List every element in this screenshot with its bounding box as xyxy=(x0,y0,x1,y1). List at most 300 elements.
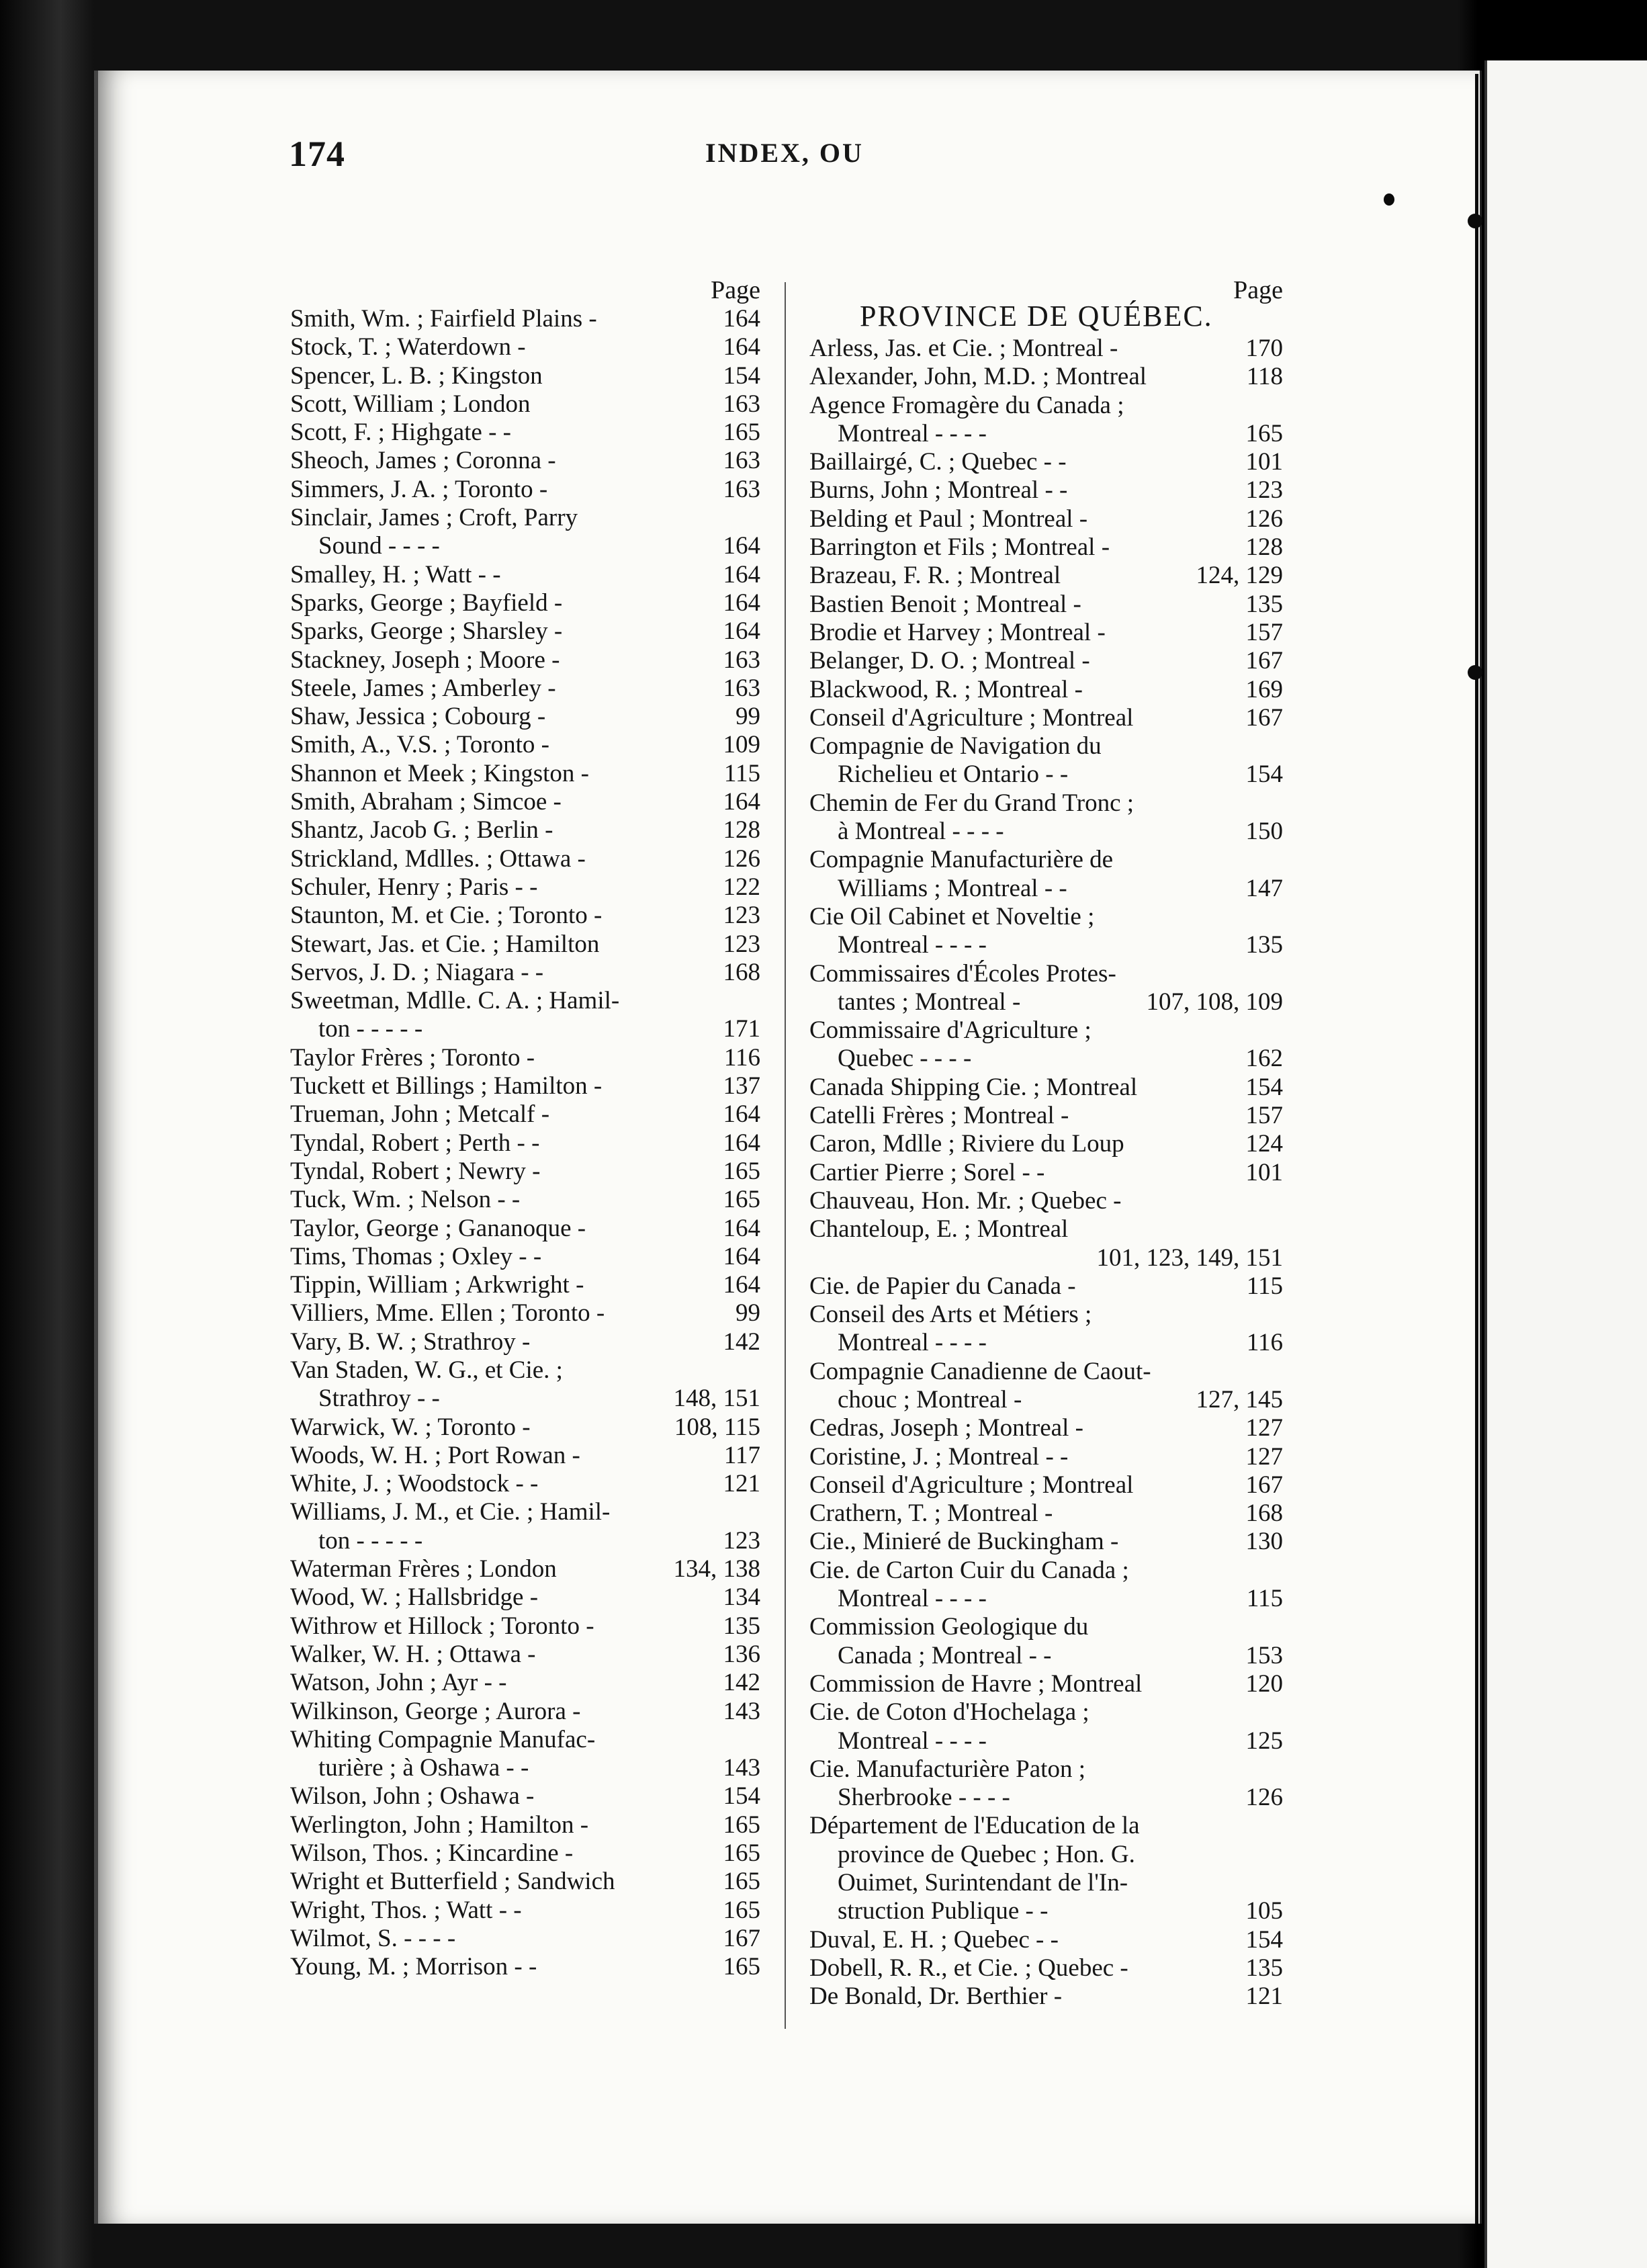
index-entry xyxy=(809,1159,1283,1187)
entry-name: Sparks, George ; Sharsley - xyxy=(290,617,563,646)
index-entry xyxy=(809,1272,1283,1301)
entry-name: Tyndal, Robert ; Perth - - xyxy=(290,1129,540,1157)
index-entry xyxy=(290,1669,760,1697)
entry-page: 165 xyxy=(723,1186,760,1214)
entry-page: 171 xyxy=(723,1015,760,1043)
entry-page: 165 xyxy=(723,1868,760,1896)
entry-page: 164 xyxy=(723,588,760,617)
entry-name: Commission de Havre ; Montreal xyxy=(809,1669,1143,1698)
index-entry xyxy=(290,532,760,560)
entry-page: 164 xyxy=(723,1100,760,1129)
entry-page: 167 xyxy=(1245,647,1283,675)
left-column xyxy=(290,275,760,1982)
entry-page: 142 xyxy=(723,1669,760,1697)
index-entry xyxy=(290,1583,760,1612)
entry-name: De Bonald, Dr. Berthier - xyxy=(809,1982,1063,2011)
entry-page: 128 xyxy=(723,816,760,844)
entry-name: Agence Fromagère du Canada ; xyxy=(809,391,1124,419)
index-entry xyxy=(290,476,760,504)
entry-name: Werlington, John ; Hamilton - xyxy=(290,1811,589,1839)
ink-spot xyxy=(1384,193,1394,206)
index-entry xyxy=(809,903,1283,931)
entry-page: 123 xyxy=(723,1526,760,1555)
index-entry xyxy=(809,1358,1283,1386)
entry-name: Schuler, Henry ; Paris - - xyxy=(290,873,538,901)
index-entry xyxy=(290,1385,760,1413)
entry-page: 167 xyxy=(1245,703,1283,732)
index-entry xyxy=(809,505,1283,533)
entry-page: 121 xyxy=(723,1470,760,1498)
entry-page: 163 xyxy=(723,475,760,503)
entry-name: Young, M. ; Morrison - - xyxy=(290,1953,537,1981)
entry-page: 135 xyxy=(1245,590,1283,618)
index-entry xyxy=(809,732,1283,760)
entry-page: 164 xyxy=(723,1242,760,1270)
entry-page: 105 xyxy=(1245,1897,1283,1925)
index-entry xyxy=(809,619,1283,647)
index-entry xyxy=(290,1413,760,1442)
entry-name: Villiers, Mme. Ellen ; Toronto - xyxy=(290,1299,605,1327)
entry-name: Wilson, Thos. ; Kincardine - xyxy=(290,1839,574,1868)
index-entry xyxy=(809,1557,1283,1585)
index-entry xyxy=(290,333,760,361)
index-entry xyxy=(290,1015,760,1043)
entry-page: 164 xyxy=(723,1214,760,1242)
entry-name: Smalley, H. ; Watt - - xyxy=(290,560,501,588)
entry-page: 165 xyxy=(723,1896,760,1924)
index-entry xyxy=(809,1187,1283,1215)
entry-name: Tyndal, Robert ; Newry - xyxy=(290,1157,541,1185)
entry-page: 143 xyxy=(723,1697,760,1725)
entry-page: 164 xyxy=(723,532,760,560)
entry-name: Wood, W. ; Hallsbridge - xyxy=(290,1583,539,1612)
entry-name: Sweetman, Mdlle. C. A. ; Hamil- xyxy=(290,987,620,1015)
entry-page: 164 xyxy=(723,1271,760,1299)
entry-name: à Montreal - - - - xyxy=(838,818,1004,846)
index-entry xyxy=(290,760,760,788)
index-entry xyxy=(290,1555,760,1583)
entry-page: 157 xyxy=(1245,618,1283,646)
index-entry xyxy=(290,1782,760,1811)
entry-name: Sherbrooke - - - - xyxy=(838,1784,1010,1812)
entry-name: Whiting Compagnie Manufac- xyxy=(290,1725,596,1753)
entry-page: 164 xyxy=(723,333,760,361)
index-entry xyxy=(809,846,1283,874)
entry-page: 154 xyxy=(723,361,760,390)
entry-name: Cie Oil Cabinet et Noveltie ; xyxy=(809,902,1095,930)
entry-name: Smith, Abraham ; Simcoe - xyxy=(290,788,562,816)
entry-page: 154 xyxy=(1245,1073,1283,1101)
entry-name: Compagnie de Navigation du xyxy=(809,732,1102,760)
entry-page: 134 xyxy=(723,1583,760,1612)
index-entry xyxy=(809,818,1283,846)
entry-page: 167 xyxy=(1245,1471,1283,1499)
index-entry xyxy=(290,1299,760,1327)
index-entry xyxy=(809,1215,1283,1244)
entry-page: 163 xyxy=(723,447,760,475)
entry-page: 99 xyxy=(736,703,760,731)
index-entry xyxy=(290,1527,760,1555)
entry-page: 101, 123, 149, 151 xyxy=(1096,1244,1283,1272)
entry-page: 101 xyxy=(1245,1158,1283,1186)
entry-name: province de Quebec ; Hon. G. xyxy=(838,1840,1135,1868)
index-entry xyxy=(290,1868,760,1896)
entry-name: Wilson, John ; Oshawa - xyxy=(290,1782,535,1811)
entry-page: 165 xyxy=(1245,419,1283,447)
index-entry xyxy=(290,1328,760,1356)
entry-name: Montreal - - - - xyxy=(838,931,987,959)
binding-mark xyxy=(1468,665,1482,680)
entry-page: 115 xyxy=(723,759,760,787)
entry-page: 135 xyxy=(1245,931,1283,959)
index-entry xyxy=(809,1869,1283,1897)
entry-page: 137 xyxy=(723,1072,760,1100)
index-entry xyxy=(809,875,1283,903)
entry-page: 127, 145 xyxy=(1196,1385,1283,1413)
entry-name: Montreal - - - - xyxy=(838,419,987,447)
index-entry xyxy=(290,1925,760,1953)
index-entry xyxy=(809,1642,1283,1670)
entry-name: Barrington et Fils ; Montreal - xyxy=(809,533,1110,562)
index-entry xyxy=(809,591,1283,619)
index-entry xyxy=(809,1613,1283,1641)
entry-name: Tuckett et Billings ; Hamilton - xyxy=(290,1072,603,1100)
entry-page: 164 xyxy=(723,305,760,333)
entry-page: 101 xyxy=(1245,448,1283,476)
page-number: 174 xyxy=(289,134,345,174)
index-entry xyxy=(290,646,760,674)
entry-page: 165 xyxy=(723,1811,760,1839)
entry-page: 154 xyxy=(723,1782,760,1811)
entry-name: Tims, Thomas ; Oxley - - xyxy=(290,1242,542,1270)
index-entry xyxy=(290,873,760,902)
entry-name: Warwick, W. ; Toronto - xyxy=(290,1413,531,1441)
entry-name: ton - - - - - xyxy=(318,1526,423,1555)
index-entry xyxy=(290,362,760,390)
entry-name: Blackwood, R. ; Montreal - xyxy=(809,675,1083,703)
entry-name: Ouimet, Surintendant de l'In- xyxy=(838,1869,1128,1897)
entry-page: 123 xyxy=(1245,476,1283,505)
index-entry xyxy=(290,1186,760,1214)
index-entry xyxy=(809,1755,1283,1784)
entry-name: Smith, A., V.S. ; Toronto - xyxy=(290,731,550,759)
entry-page: 163 xyxy=(723,674,760,702)
page-column-label: Page xyxy=(1233,276,1283,304)
index-entry xyxy=(290,1839,760,1868)
index-entry xyxy=(290,987,760,1015)
entry-name: Cie. de Coton d'Hochelaga ; xyxy=(809,1698,1089,1727)
index-entry xyxy=(809,1386,1283,1414)
index-entry xyxy=(809,676,1283,704)
entry-name: Département de l'Education de la xyxy=(809,1812,1140,1840)
index-entry xyxy=(809,1954,1283,1982)
entry-name: Compagnie Manufacturière de xyxy=(809,846,1114,874)
entry-name: Bastien Benoit ; Montreal - xyxy=(809,590,1081,618)
binding-mark xyxy=(1468,214,1482,228)
index-entry xyxy=(290,959,760,987)
section-title: PROVINCE DE QUÉBEC. xyxy=(860,300,1213,333)
entry-name: Wilmot, S. - - - - xyxy=(290,1924,456,1952)
index-entry xyxy=(809,1301,1283,1329)
index-entry xyxy=(290,703,760,731)
index-entry xyxy=(290,1129,760,1158)
entry-page: 127 xyxy=(1245,1442,1283,1471)
entry-page: 115 xyxy=(1246,1585,1283,1613)
entry-page: 134, 138 xyxy=(673,1555,760,1583)
entry-page: 109 xyxy=(723,731,760,759)
index-entry xyxy=(809,931,1283,959)
entry-name: Chanteloup, E. ; Montreal xyxy=(809,1215,1069,1244)
entry-name: Waterman Frères ; London xyxy=(290,1555,557,1583)
index-entry xyxy=(290,930,760,959)
index-entry xyxy=(809,1897,1283,1925)
entry-name: Watson, John ; Ayr - - xyxy=(290,1669,507,1697)
facing-page-edge xyxy=(1484,60,1647,2268)
entry-name: Stewart, Jas. et Cie. ; Hamilton xyxy=(290,930,600,958)
index-entry xyxy=(809,1045,1283,1073)
entry-name: Commissaires d'Écoles Protes- xyxy=(809,959,1116,988)
entry-name: Chemin de Fer du Grand Tronc ; xyxy=(809,789,1134,817)
index-entry xyxy=(809,1926,1283,1954)
entry-name: Scott, F. ; Highgate - - xyxy=(290,419,511,447)
index-entry xyxy=(809,392,1283,420)
index-entry xyxy=(809,363,1283,391)
entry-page: 142 xyxy=(723,1327,760,1356)
entry-page: 150 xyxy=(1245,818,1283,846)
index-entry xyxy=(809,647,1283,675)
index-entry xyxy=(290,1726,760,1754)
index-entry xyxy=(290,674,760,703)
entry-name: Canada ; Montreal - - xyxy=(838,1641,1052,1669)
entry-page: 168 xyxy=(1245,1499,1283,1528)
index-entry xyxy=(809,1727,1283,1755)
index-entry xyxy=(290,1953,760,1981)
entry-name: Chauveau, Hon. Mr. ; Quebec - xyxy=(809,1186,1122,1215)
page-column-label: Page xyxy=(711,276,760,304)
index-entry xyxy=(809,1585,1283,1613)
entry-page: 147 xyxy=(1245,874,1283,902)
entry-page: 165 xyxy=(723,1839,760,1868)
entry-page: 163 xyxy=(723,646,760,674)
index-entries-left xyxy=(290,305,760,1982)
index-entry xyxy=(809,1130,1283,1158)
entry-name: Cartier Pierre ; Sorel - - xyxy=(809,1158,1045,1186)
index-entry xyxy=(809,1982,1283,2011)
entry-page: 135 xyxy=(723,1612,760,1640)
entry-name: Sparks, George ; Bayfield - xyxy=(290,588,563,617)
index-entry xyxy=(809,1016,1283,1045)
index-entry xyxy=(809,533,1283,562)
entry-page: 164 xyxy=(723,617,760,646)
index-entry xyxy=(290,1215,760,1243)
index-entry xyxy=(290,1811,760,1839)
index-entry xyxy=(809,335,1283,363)
index-entry xyxy=(809,1698,1283,1727)
entry-page: 154 xyxy=(1245,1925,1283,1954)
entry-name: Wright et Butterfield ; Sandwich xyxy=(290,1868,615,1896)
entry-name: Montreal - - - - xyxy=(838,1727,987,1755)
entry-name: Montreal - - - - xyxy=(838,1585,987,1613)
entry-name: Sinclair, James ; Croft, Parry xyxy=(290,504,578,532)
entry-name: Van Staden, W. G., et Cie. ; xyxy=(290,1356,563,1384)
entry-name: Brazeau, F. R. ; Montreal xyxy=(809,562,1061,590)
index-entry xyxy=(290,731,760,759)
entry-name: Cie. de Carton Cuir du Canada ; xyxy=(809,1556,1129,1584)
entry-page: 117 xyxy=(723,1441,760,1469)
entry-page: 115 xyxy=(1246,1272,1283,1300)
index-entry xyxy=(809,960,1283,988)
entry-name: Taylor, George ; Gananoque - xyxy=(290,1214,586,1242)
entry-name: Catelli Frères ; Montreal - xyxy=(809,1102,1069,1130)
entry-name: Tippin, William ; Arkwright - xyxy=(290,1271,584,1299)
entry-page: 164 xyxy=(723,788,760,816)
entry-name: Shantz, Jacob G. ; Berlin - xyxy=(290,816,553,844)
entry-name: Wilkinson, George ; Aurora - xyxy=(290,1697,581,1725)
entry-name: Dobell, R. R., et Cie. ; Quebec - xyxy=(809,1954,1128,1982)
entry-page: 108, 115 xyxy=(674,1413,760,1441)
entry-page: 126 xyxy=(1245,1784,1283,1812)
entry-page: 165 xyxy=(723,1157,760,1185)
entry-name: Stackney, Joseph ; Moore - xyxy=(290,646,560,674)
entry-name: Strickland, Mdlles. ; Ottawa - xyxy=(290,844,586,873)
entry-name: Compagnie Canadienne de Caout- xyxy=(809,1357,1151,1385)
entry-name: Williams ; Montreal - - xyxy=(838,874,1067,902)
index-entry xyxy=(290,419,760,447)
entry-name: Commission Geologique du xyxy=(809,1613,1089,1641)
index-entry xyxy=(290,788,760,816)
entry-name: Belanger, D. O. ; Montreal - xyxy=(809,647,1090,675)
index-entry xyxy=(290,1641,760,1669)
index-entry xyxy=(290,390,760,419)
entry-name: ton - - - - - xyxy=(318,1015,423,1043)
index-entry xyxy=(809,1471,1283,1499)
entry-name: Taylor Frères ; Toronto - xyxy=(290,1043,535,1072)
index-entry xyxy=(809,1329,1283,1357)
entry-name: Stock, T. ; Waterdown - xyxy=(290,333,526,361)
entry-name: Richelieu et Ontario - - xyxy=(838,760,1069,789)
index-entry xyxy=(290,816,760,844)
right-column xyxy=(809,275,1283,2011)
index-entry xyxy=(809,1499,1283,1528)
entry-name: Brodie et Harvey ; Montreal - xyxy=(809,618,1106,646)
entry-name: struction Publique - - xyxy=(838,1897,1049,1925)
entry-name: Trueman, John ; Metcalf - xyxy=(290,1100,550,1129)
entry-page: 118 xyxy=(1246,363,1283,391)
entry-page: 126 xyxy=(1245,505,1283,533)
entry-name: White, J. ; Woodstock - - xyxy=(290,1470,539,1498)
entry-name: Cie., Minieré de Buckingham - xyxy=(809,1528,1119,1556)
entry-page: 169 xyxy=(1245,675,1283,703)
index-entry xyxy=(290,589,760,617)
entry-page: 148, 151 xyxy=(673,1385,760,1413)
index-entry xyxy=(809,562,1283,590)
binding-line xyxy=(1475,74,1478,2224)
index-entry xyxy=(290,1470,760,1498)
entry-page: 124 xyxy=(1245,1130,1283,1158)
entry-page: 136 xyxy=(723,1640,760,1668)
entry-page: 120 xyxy=(1245,1669,1283,1698)
entry-name: Simmers, J. A. ; Toronto - xyxy=(290,475,548,503)
entry-page: 128 xyxy=(1245,533,1283,562)
index-entry xyxy=(809,448,1283,476)
entry-name: Shannon et Meek ; Kingston - xyxy=(290,759,589,787)
entry-name: Staunton, M. et Cie. ; Toronto - xyxy=(290,902,603,930)
index-entries-right xyxy=(809,335,1283,2011)
entry-name: Belding et Paul ; Montreal - xyxy=(809,505,1088,533)
entry-name: Duval, E. H. ; Quebec - - xyxy=(809,1925,1059,1954)
entry-name: Servos, J. D. ; Niagara - - xyxy=(290,958,544,986)
index-entry xyxy=(809,1244,1283,1272)
entry-name: Woods, W. H. ; Port Rowan - xyxy=(290,1441,580,1469)
index-entry xyxy=(809,1414,1283,1442)
entry-page: 127 xyxy=(1245,1414,1283,1442)
entry-name: Shaw, Jessica ; Cobourg - xyxy=(290,703,546,731)
entry-name: Sound - - - - xyxy=(318,532,440,560)
entry-page: 121 xyxy=(1245,1982,1283,2011)
index-entry xyxy=(290,1072,760,1100)
entry-name: Cie. Manufacturière Paton ; xyxy=(809,1755,1085,1783)
entry-name: Sheoch, James ; Coronna - xyxy=(290,447,556,475)
index-entry xyxy=(290,305,760,333)
entry-name: Vary, B. W. ; Strathroy - xyxy=(290,1327,531,1356)
entry-name: Coristine, J. ; Montreal - - xyxy=(809,1442,1069,1471)
index-entry xyxy=(290,1158,760,1186)
entry-page: 168 xyxy=(723,958,760,986)
index-entry xyxy=(809,1443,1283,1471)
index-entry xyxy=(809,420,1283,448)
entry-name: Quebec - - - - xyxy=(838,1045,972,1073)
entry-name: Baillairgé, C. ; Quebec - - xyxy=(809,448,1067,476)
entry-page: 116 xyxy=(723,1043,760,1072)
index-entry xyxy=(290,1498,760,1526)
entry-name: Montreal - - - - xyxy=(838,1329,987,1357)
entry-page: 157 xyxy=(1245,1102,1283,1130)
entry-name: Withrow et Hillock ; Toronto - xyxy=(290,1612,594,1640)
entry-name: Strathroy - - xyxy=(318,1385,440,1413)
entry-page: 123 xyxy=(723,902,760,930)
entry-name: Caron, Mdlle ; Riviere du Loup xyxy=(809,1130,1124,1158)
entry-name: Wright, Thos. ; Watt - - xyxy=(290,1896,522,1924)
entry-page: 165 xyxy=(723,419,760,447)
entry-name: Smith, Wm. ; Fairfield Plains - xyxy=(290,305,597,333)
entry-page: 162 xyxy=(1245,1045,1283,1073)
entry-name: Walker, W. H. ; Ottawa - xyxy=(290,1640,536,1668)
entry-page: 116 xyxy=(1246,1329,1283,1357)
index-entry xyxy=(290,1442,760,1470)
index-entry xyxy=(809,1812,1283,1840)
page-edge xyxy=(1480,71,1482,2224)
entry-page: 170 xyxy=(1245,335,1283,362)
entry-name: Commissaire d'Agriculture ; xyxy=(809,1016,1092,1045)
index-entry xyxy=(290,845,760,873)
index-entry xyxy=(290,617,760,646)
page-header xyxy=(289,133,1431,187)
index-entry xyxy=(290,1044,760,1072)
running-head: INDEX, OU xyxy=(705,138,864,168)
index-entry xyxy=(809,789,1283,818)
entry-page: 164 xyxy=(723,560,760,588)
index-entry xyxy=(290,1271,760,1299)
entry-name: chouc ; Montreal - xyxy=(838,1385,1022,1413)
index-entry xyxy=(290,1698,760,1726)
index-entry xyxy=(809,1784,1283,1812)
entry-name: Conseil des Arts et Métiers ; xyxy=(809,1301,1092,1329)
index-entry xyxy=(809,1074,1283,1102)
entry-page: 122 xyxy=(723,873,760,901)
entry-name: turière ; à Oshawa - - xyxy=(318,1754,529,1782)
entry-page: 167 xyxy=(723,1924,760,1952)
entry-name: Alexander, John, M.D. ; Montreal xyxy=(809,363,1147,391)
